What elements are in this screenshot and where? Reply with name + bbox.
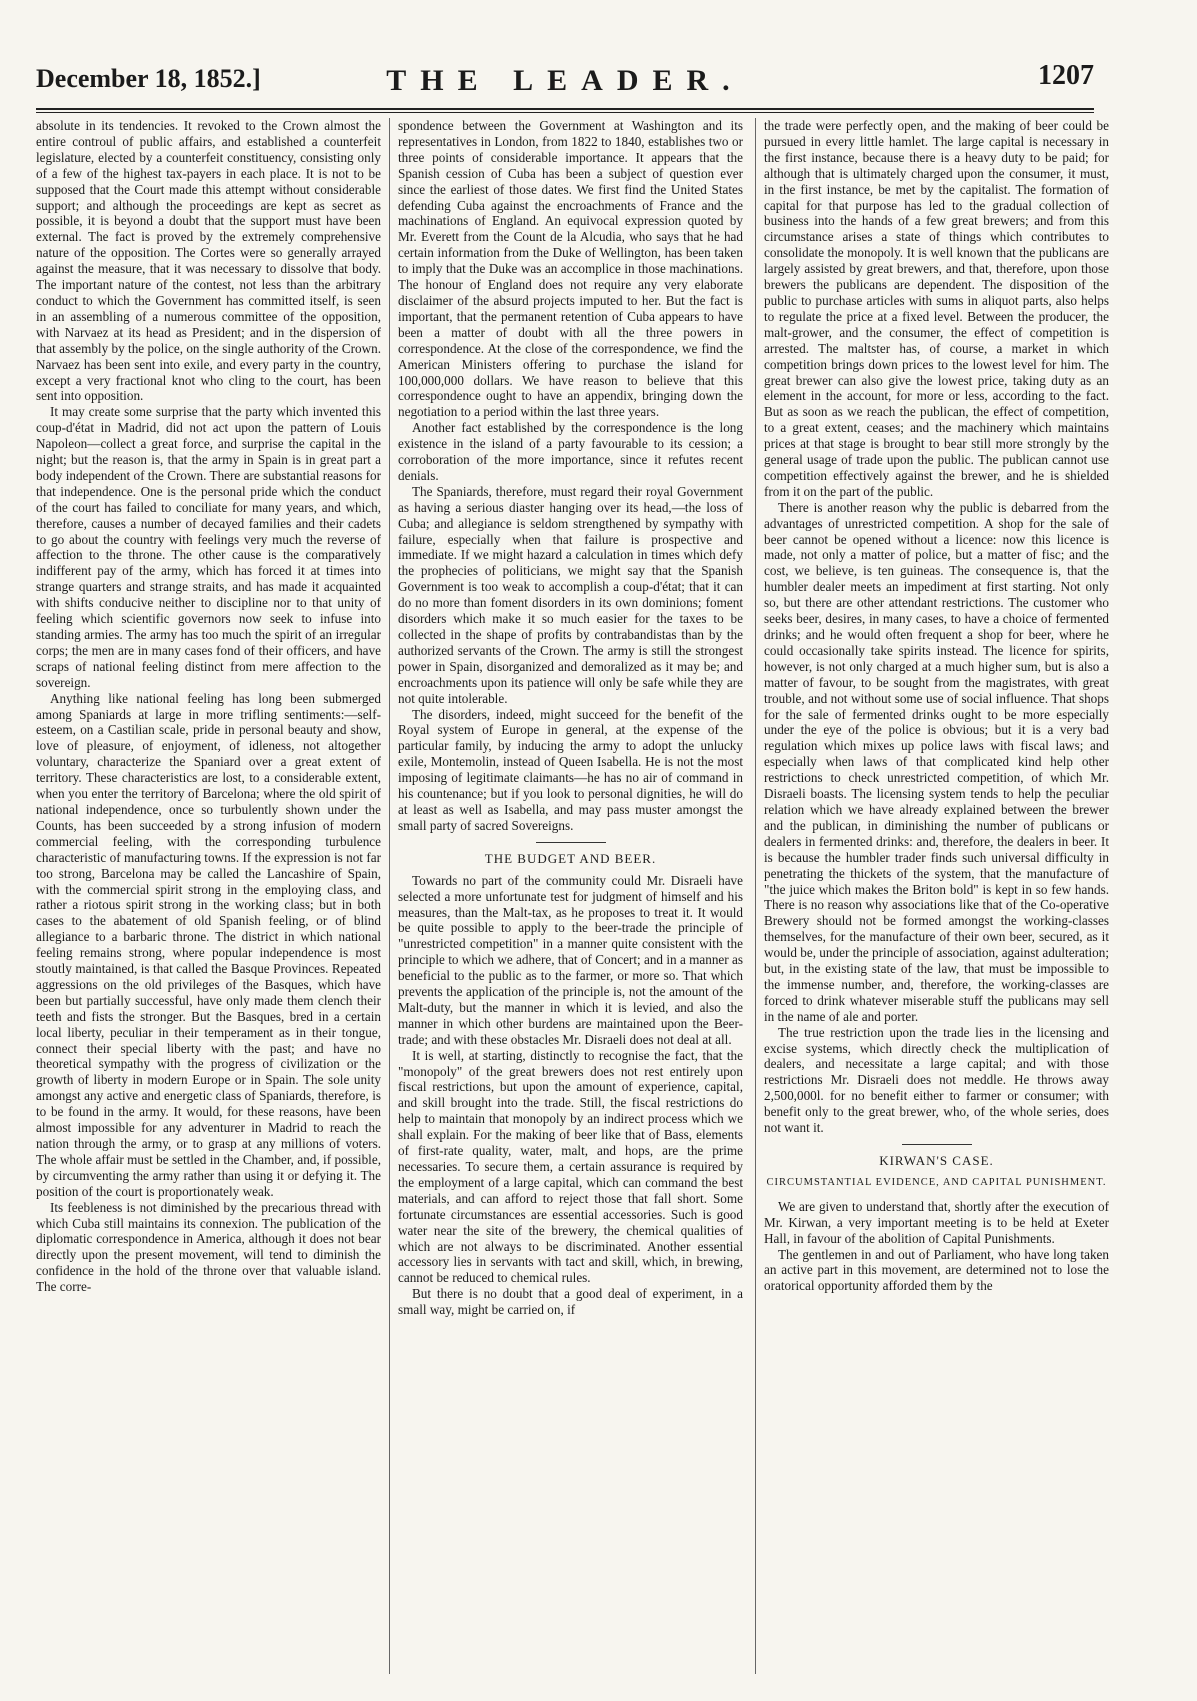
section-divider [902, 1144, 972, 1145]
article-paragraph: Towards no part of the community could Mr. Disraeli have selected a more unfortunate test for judgment of himself and his measures, than the Malt-tax, as he proposes to treat it. It would be quite possible to apply to the beer-trade the principle of "unrestricted competition" in a manner quite consistent with the principle to which we adhere, that of Concert; and in a manner as beneficial to the public as to the farmer, or more so. That which prevents the application of the principle is, not the amount of the Malt-duty, but the manner in which it is levied, and also the manner in which other burdens are maintained upon the Beer-trade; and with these obstacles Mr. Disraeli does not deal at all. [398, 872, 743, 1047]
article-paragraph: absolute in its tendencies. It revoked to the Crown almost the entire controul of public affairs, and established a counterfeit legislature, elected by a counterfeit constituency, consisting only of a few of the highest tax-payers in each place. It is not to be supposed that the Court made this attempt without considerable support; and although the proceedings are kept as secret as possible, it is beyond a doubt that the support must have been external. The fact is proved by the extremely comprehensive nature of the opposition. The Cortes were so generally arrayed against the measure, that it was necessary to dissolve that body. The important nature of the contest, not less than the arbitrary conduct to which the Government has committed itself, is seen in an assembling of a numerous committee of the opposition, with Narvaez at its head as President; and in the dispersion of that assembly by the police, on the single authority of the Crown. Narvaez has been sent into exile, and every party in the country, except a very fractional knot who cling to the court, has been sent into opposition. [36, 118, 381, 404]
budget-section-title: THE BUDGET AND BEER. [484, 850, 657, 866]
section-divider [536, 842, 606, 843]
article-paragraph: There is another reason why the public is debarred from the advantages of unrestricted competition. A shop for the sale of beer cannot be opened without a licence: now this licence is made, not only a matter of police, but a matter of fisc; and the cost, we believe, is ten guineas. The consequence is, that the humbler dealer meets an impediment at first starting. Not only so, but there are other attendant restrictions. The customer who seeks beer, desires, in many cases, to have a choice of fermented drinks; and he would often frequent a shop for beer, where he could occasionally take spirits instead. The licence for spirits, however, is not only charged at a much higher sum, but is also a matter of favour, to be sought from the magistrates, with great trouble, and not without some use of social influence. That shops for the sale of fermented drinks ought to be more especially under the eye of the police is obvious; but it is a very bad regulation which mixes up police laws with fiscal laws; and especially when laws of that complicated kind help other restrictions to check unrestricted competition, of which Mr. Disraeli boasts. The licensing system tends to help the peculiar relation which we have already explained between the brewer and the publican, in diminishing the number of publicans or dealers in fermented drinks: and, therefore, the dealers in beer. It is because the humbler trader finds such universal difficulty in penetrating the thickets of the system, that the manufacture of "the juice which makes the Briton bold" is kept in so few hands. There is no reason why associations like that of the Co-operative Brewery should not be formed amongst the working-classes themselves, for the manufacture of their own beer, secured, as it would be, under the principle of association, against adulteration; but, in the existing state of the law, that must be impossible to the immense number, and, therefore, the working-classes are forced to drink whatever miserable stuff the publicans may sell in the name of ale and porter. [764, 499, 1109, 1024]
kirwan-section-title: KIRWAN'S CASE. [879, 1153, 994, 1168]
newspaper-title: THE LEADER. [386, 64, 744, 97]
kirwan-section-subtitle: CIRCUMSTANTIAL EVIDENCE, AND CAPITAL PUNISHMENT. [766, 1176, 1107, 1188]
article-paragraph: The disorders, indeed, might succeed for the benefit of the Royal system of Europe in general, at the expense of the particular family, by inducing the army to adopt the unlucky exile, Montemolin, instead of Queen Isabella. He is not the most imposing of legitimate claimants—he has no air of command in his countenance; but if you look to personal dignities, he will do at least as well as Isabella, and may pass muster amongst the small party of sacred Sovereigns. [398, 706, 743, 833]
column-1 [36, 118, 381, 1678]
header-rule-thin [36, 112, 1094, 113]
article-paragraph: Anything like national feeling has long been submerged among Spaniards at large in more trifling sentiments:—self-esteem, on a Castilian scale, pride in personal beauty and show, love of pleasure, of enjoyment, of idleness, not altogether voluntary, characterize the Spaniard over a great extent of territory. These characteristics are lost, to a considerable extent, when you enter the territory of Barcelona; where the old spirit of national independence, once so turbulently shown under the Counts, has been succeeded by a strong infusion of modern commercial feeling, with the corresponding turbulence characteristic of manufacturing towns. If the expression is not far too strong, Barcelona may be called the Lancashire of Spain, with the commercial spirit strong in the employing class, and rather a riotous spirit strong in the working class; but in both cases to the abatement of old Spanish feeling, or of blind allegiance to a barbaric throne. The district in which national feeling remains strong, where popular independence is most stoutly maintained, is that called the Basque Provinces. Repeated aggressions on the old privileges of the Basques, which have been but partially successful, have only made them clench their teeth and fists the stronger. But the Basques, bred in a certain local liberty, peculiar in their temperament as in their tongue, connect their special liberty with the past; and have no theoretical sympathy with the progress of civilization or the growth of liberty in modern Europe or in Spain. The sole unity amongst any active and energetic class of Spaniards, therefore, is to be found in the army. It would, for these reasons, have been almost impossible for any adventurer in Madrid to reach the nation through the army, or to grasp at any millions of voters. The whole affair must be settled in the Chamber, and, if possible, by circumventing the army rather than using it or defying it. The position of the court is proportionately weak. [36, 690, 381, 1199]
article-paragraph: the trade were perfectly open, and the making of beer could be pursued in every little hamlet. The large capital is necessary in the first instance, because there is a heavy duty to be paid; for although that is ultimately charged upon the consumer, it must, in the first instance, be met by the capitalist. The formation of capital for that purpose has led to the gradual collection of business into the hands of a few great brewers; and from this circumstance arises a state of things which contributes to consolidate the monopoly. It is well known that the publicans are largely assisted by great brewers, and that, therefore, upon those brewers the publicans are dependent. The disposition of the public to purchase articles with sums in aliquot parts, also helps to regulate the price at a fixed level. Between the producer, the malt-grower, and the consumer, the effect of competition is arrested. The maltster has, of course, a market in which competition brings down prices to the lowest level for him. The great brewer can also give the lowest price, taking duty as an element in the account, for more or less, according to the fact. But as soon as we reach the publican, the effect of competition, to a great extent, ceases; and the machinery which maintains prices at that stage is brought to bear still more strongly by the general usage of trade upon the public. The publican cannot use competition effectively against the brewer, and he is shielded from it on the part of the public. [764, 118, 1109, 499]
article-paragraph: The Spaniards, therefore, must regard their royal Government as having a serious diaster hanging over its head,—the loss of Cuba; and allegiance is seldom strengthened by sympathy with failure, especially when that failure is prospective and immediate. If we might hazard a calculation in times which defy the prophecies of politicians, we might say that the Spanish Government is too weak to accomplish a coup-d'état; that it can do no more than foment disorders in its own dominions; foment disorders which make it so much easier for the taxes to be collected in the shape of profits by contrabandistas than by the authorized servants of the Crown. The army is still the strongest power in Spain, disorganized and demoralized as it may be; and encroachments upon its patience will only be safe while they are not quite intolerable. [398, 483, 743, 706]
article-paragraph: spondence between the Government at Washington and its representatives in London, from 1822 to 1840, establishes two or three points of considerable importance. It appears that the Spanish cession of Cuba has been a subject of question ever since the earliest of those dates. We first find the United States defending Cuba against the encroachments of France and the machinations of England. An equivocal expression quoted by Mr. Everett from the Count de la Alcudia, who says that he had certain information from the Duke of Wellington, has been taken to imply that the Duke was an accomplice in those machinations. The honour of England does not require any very elaborate disclaimer of the absurd projects imputed to her. But the fact is important, that the permanent retention of Cuba appears to have been a matter of doubt with all the three powers in correspondence. At the close of the correspondence, we find the American Ministers offering to purchase the island for 100,000,000 dollars. We have reason to believe that this correspondence ought to have an appendix, bringing down the negotiation to a period within the last three years. [398, 118, 743, 420]
issue-date: December 18, 1852.] [36, 64, 261, 93]
page-header [36, 58, 1094, 108]
article-paragraph: The gentlemen in and out of Parliament, who have long taken an active part in this movement, are determined not to lose the oratorical opportunity afforded them by the [764, 1246, 1109, 1294]
column-2 [398, 118, 743, 1678]
column-divider [755, 118, 756, 1674]
column-3 [764, 118, 1109, 1678]
article-paragraph: Another fact established by the correspondence is the long existence in the island of a party favourable to its cession; a corroboration of the more importance, since it refutes recent denials. [398, 420, 743, 483]
article-paragraph: It may create some surprise that the party which invented this coup-d'état in Madrid, did not act upon the pattern of Louis Napoleon—collect a great force, and surprise the capital in the night; but the reason is, that the army in Spain is in great part a body independent of the Crown. There are substantial reasons for that independence. One is the personal pride which the conduct of the court has failed to conciliate for many years, and which, therefore, causes a number of decayed families and their cadets to go about the country with feelings very much the reverse of affection to the throne. The other cause is the comparatively indifferent pay of the army, which has forced it at times into strange quarters and strange straits, and has made it acquainted with shifts conducive neither to discipline nor to that unity of feeling which scientific governors now seek to infuse into standing armies. The army has too much the spirit of an irregular corps; the men are in many cases fond of their officers, and have scraps of national feeling distinct from mere affection to the sovereign. [36, 404, 381, 690]
column-divider [389, 118, 390, 1674]
header-rule [36, 108, 1094, 110]
article-paragraph: It is well, at starting, distinctly to recognise the fact, that the "monopoly" of the great brewers does not rest entirely upon fiscal restrictions, but upon the amount of experience, capital, and skill brought into the trade. Still, the fiscal restrictions do help to maintain that monopoly by an indirect process which we shall explain. For the making of beer like that of Bass, elements of first-rate quality, water, malt, and hops, are the prime necessaries. To secure them, a certain assurance is required by the employment of a large capital, which can command the best materials, and can afford to reject those that fall short. Some fortunate circumstances are essential accessories. Such is good water near the site of the brewery, the chemical qualities of which are not always to be discriminated. Another essential accessory lies in servants with tact and skill, which, in brewing, cannot be reduced to chemical rules. [398, 1047, 743, 1286]
article-paragraph: The true restriction upon the trade lies in the licensing and excise systems, which directly check the multiplication of dealers, and necessitate a large capital; and with those restrictions Mr. Disraeli does not meddle. He throws away 2,500,000l. for no benefit either to farmer or consumer; with benefit only to the great brewer, who, of the whole series, does not want it. [764, 1024, 1109, 1136]
article-paragraph: We are given to understand that, shortly after the execution of Mr. Kirwan, a very important meeting is to be held at Exeter Hall, in favour of the abolition of Capital Punishments. [764, 1198, 1109, 1246]
article-paragraph: Its feebleness is not diminished by the precarious thread with which Cuba still maintains its connexion. The publication of the diplomatic correspondence in America, although it does not bear directly upon the present movement, will tend to diminish the confidence in the hold of the throne over that valuable island. The corre- [36, 1199, 381, 1295]
page-number: 1207 [1038, 60, 1094, 91]
article-paragraph: But there is no doubt that a good deal of experiment, in a small way, might be carried on, if [398, 1286, 743, 1318]
